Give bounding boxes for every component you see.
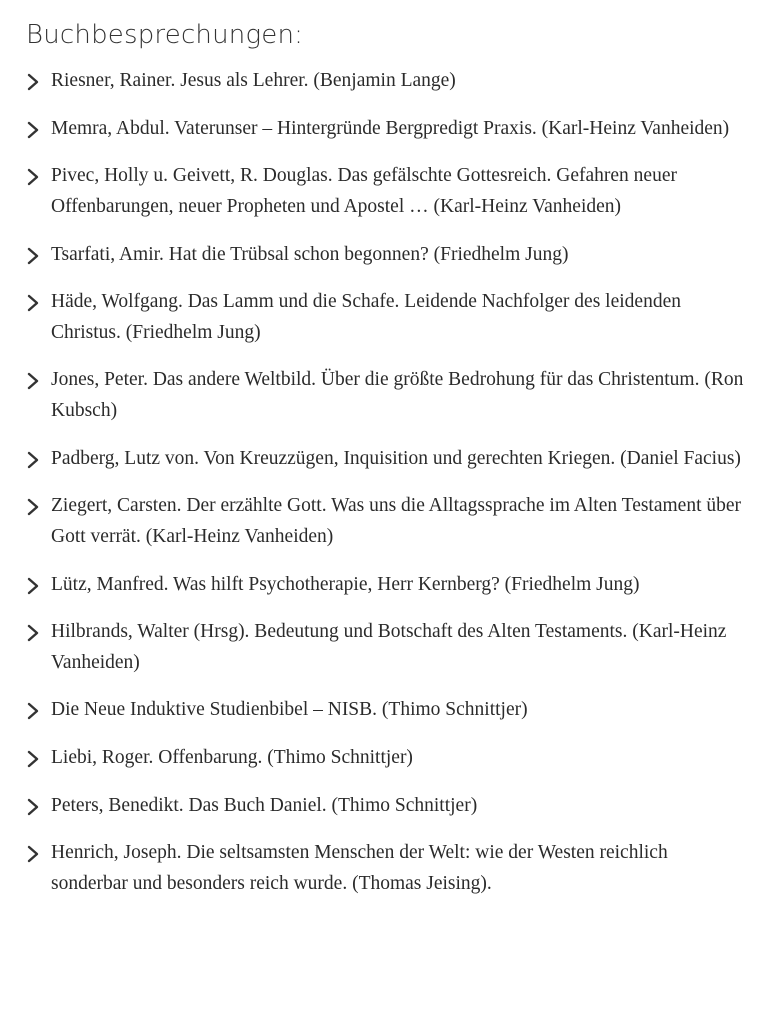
review-link[interactable]: Häde, Wolfgang. Das Lamm und die Schafe. Leidende Nachfolger des leidenden Christus. (Friedhelm Jung) — [51, 291, 681, 343]
review-link[interactable]: Riesner, Rainer. Jesus als Lehrer. (Benjamin Lange) — [51, 70, 456, 91]
chevron-right-icon — [26, 294, 40, 312]
review-link[interactable]: Tsarfati, Amir. Hat die Trübsal schon begonnen? (Friedhelm Jung) — [51, 243, 569, 265]
review-list-item[interactable] — [26, 695, 747, 726]
review-list-item[interactable] — [26, 838, 747, 899]
chevron-right-icon — [26, 73, 40, 91]
review-link[interactable]: Jones, Peter. Das andere Weltbild. Über die größte Bedrohung für das Christentum. (Ron Kubsch) — [51, 369, 744, 421]
chevron-right-icon — [26, 624, 40, 642]
review-link[interactable]: Die Neue Induktive Studienbibel – NISB. (Thimo Schnittjer) — [51, 699, 528, 721]
section-heading: Buchbesprechungen: — [26, 20, 304, 50]
chevron-right-icon — [26, 702, 40, 720]
review-link[interactable]: Henrich, Joseph. Die seltsamsten Menschen der Welt: wie der Westen reichlich sonderbar und besonders reich wurde. (Thomas Jeising). — [51, 842, 668, 894]
chevron-right-icon — [26, 451, 40, 469]
review-link[interactable]: Memra, Abdul. Vaterunser – Hintergründe Bergpredigt Praxis. (Karl-Heinz Vanheiden) — [51, 117, 730, 139]
review-list-item[interactable] — [26, 791, 747, 822]
chevron-right-icon — [26, 798, 40, 816]
review-link[interactable]: Peters, Benedikt. Das Buch Daniel. (Thimo Schnittjer) — [51, 794, 478, 816]
review-list-item[interactable] — [26, 365, 747, 426]
review-list-item[interactable] — [26, 491, 747, 552]
review-list-item[interactable] — [26, 287, 747, 348]
review-link[interactable]: Pivec, Holly u. Geivett, R. Douglas. Das gefälschte Gottesreich. Gefahren neuer Offenbarungen, neuer Propheten und Apostel … (Karl-Heinz Vanheiden) — [51, 165, 677, 217]
review-link[interactable]: Liebi, Roger. Offenbarung. (Thimo Schnittjer) — [51, 747, 413, 769]
review-list-item[interactable] — [26, 570, 747, 601]
chevron-right-icon — [26, 845, 40, 863]
review-list-item[interactable] — [26, 240, 747, 271]
review-list — [26, 66, 747, 899]
review-list-item[interactable] — [26, 617, 747, 678]
review-link[interactable]: Lütz, Manfred. Was hilft Psychotherapie, Herr Kernberg? (Friedhelm Jung) — [51, 573, 640, 595]
review-link[interactable]: Hilbrands, Walter (Hrsg). Bedeutung und Botschaft des Alten Testaments. (Karl-Heinz Vanheiden) — [51, 621, 727, 673]
chevron-right-icon — [26, 577, 40, 595]
review-link[interactable]: Ziegert, Carsten. Der erzählte Gott. Was uns die Alltagssprache im Alten Testament über Gott verrät. (Karl-Heinz Vanheiden) — [51, 495, 742, 547]
review-list-item[interactable] — [26, 66, 747, 97]
chevron-right-icon — [26, 121, 40, 139]
chevron-right-icon — [26, 247, 40, 265]
chevron-right-icon — [26, 750, 40, 768]
review-list-item[interactable] — [26, 161, 747, 222]
review-list-item[interactable] — [26, 743, 747, 774]
chevron-right-icon — [26, 168, 40, 186]
chevron-right-icon — [26, 372, 40, 390]
review-list-item[interactable] — [26, 444, 747, 475]
review-list-item[interactable] — [26, 114, 747, 145]
chevron-right-icon — [26, 498, 40, 516]
review-link[interactable]: Padberg, Lutz von. Von Kreuzzügen, Inquisition und gerechten Kriegen. (Daniel Facius) — [51, 447, 741, 469]
